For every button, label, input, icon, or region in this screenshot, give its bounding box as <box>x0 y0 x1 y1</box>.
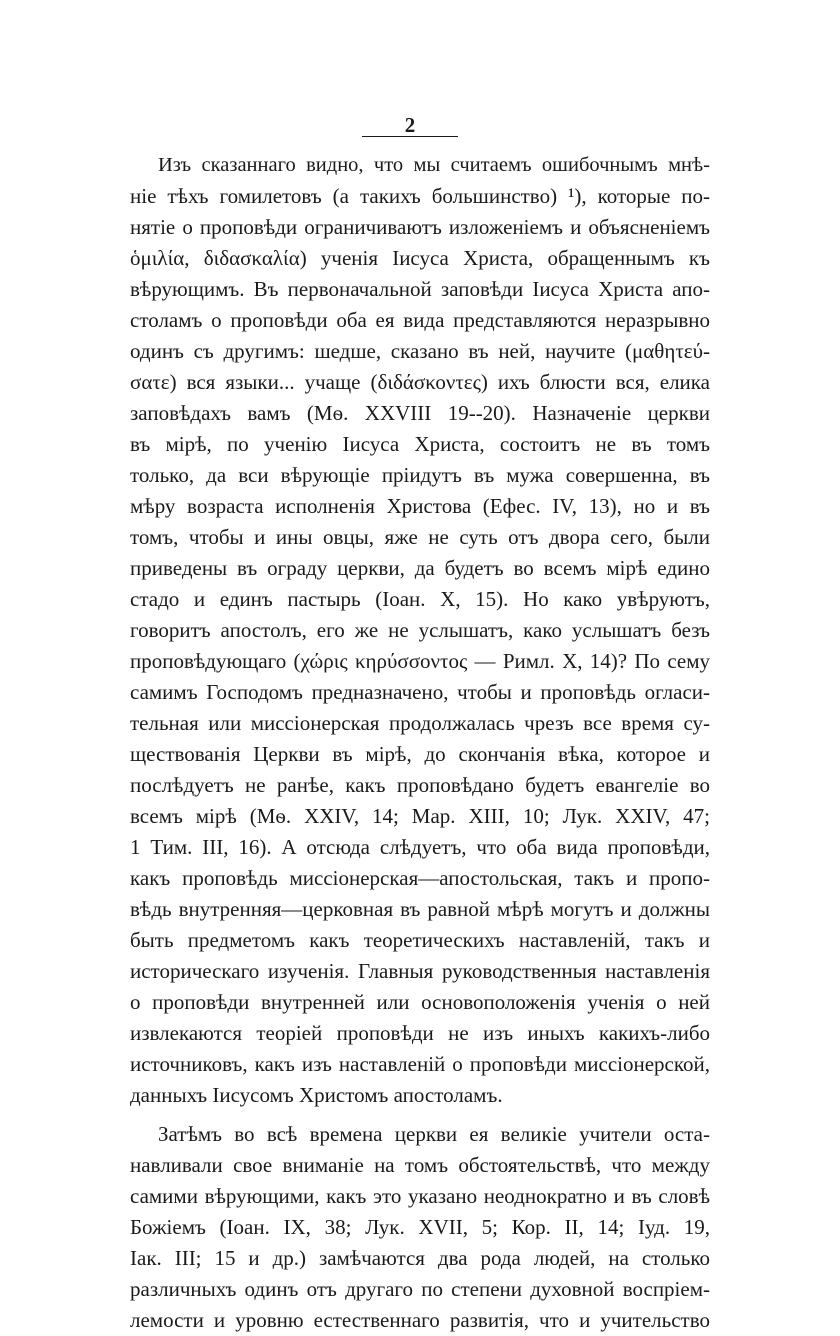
text-line: вѣдь внутренняя—церковная въ равной мѣрѣ могутъ и должны <box>130 897 710 921</box>
text-line: источниковъ, какъ изъ наставленій о проповѣди миссіонерской, <box>130 1052 710 1076</box>
text-line: 1 Тим. III, 16). А отсюда слѣдуетъ, что оба вида проповѣди, <box>130 835 710 859</box>
text-line: говоритъ апостолъ, его же не услышатъ, како услышатъ безъ <box>130 618 710 642</box>
text-line: вѣрующимъ. Въ первоначальной заповѣди Іисуса Христа апо- <box>130 277 710 301</box>
text-line: σατε) вся языки... учаще (διδάσκοντες) ихъ блюсти вся, елика <box>130 370 710 394</box>
paragraph <box>130 150 710 1111</box>
text-line: извлекаются теоріей проповѣди не изъ иныхъ какихъ-либо <box>130 1021 710 1045</box>
text-line: историческаго изученія. Главныя руководственныя наставленія <box>130 959 710 983</box>
text-line: Іак. III; 15 и др.) замѣчаются два рода людей, на столько <box>130 1246 710 1270</box>
text-line: заповѣдахъ вамъ (Мѳ. XXVIII 19--20). Назначеніе церкви <box>130 401 710 425</box>
text-line: какъ проповѣдь миссіонерская—апостольская, такъ и пропо- <box>130 866 710 890</box>
text-line: ніе тѣхъ гомилетовъ (а такихъ большинство) ¹), которые по- <box>130 184 710 208</box>
text-line: различныхъ одинъ отъ другаго по степени духовной воспріем- <box>130 1277 710 1301</box>
text-line: ществованія Церкви въ мірѣ, до скончанія вѣка, которое и <box>130 742 710 766</box>
text-line: навливали свое вниманіе на томъ обстоятельствѣ, что между <box>130 1153 710 1177</box>
text-line: лемости и уровню естественнаго развитія, что и учительство <box>130 1308 710 1332</box>
text-line: самими вѣрующими, какъ это указано неоднократно и въ словѣ <box>130 1184 710 1208</box>
text-line: нятіе о проповѣди ограничиваютъ изложеніемъ и объясненіемъ <box>130 215 710 239</box>
text-line: столамъ о проповѣди оба ея вида представляются неразрывно <box>130 308 710 332</box>
body-text <box>130 150 710 1336</box>
paragraph <box>130 1119 710 1336</box>
text-line: мѣру возраста исполненія Христова (Ефес. IV, 13), но и въ <box>130 494 710 518</box>
text-line: только, да вси вѣрующіе пріидутъ въ мужа совершенна, въ <box>130 463 710 487</box>
text-line: проповѣдующаго (χώρις κηρύσσοντος — Римл. X, 14)? По сему <box>130 649 710 673</box>
text-line: въ мірѣ, по ученію Іисуса Христа, состоитъ не въ томъ <box>130 432 710 456</box>
text-line: одинъ съ другимъ: шедше, сказано въ ней, научите (μαθητεύ- <box>130 339 710 363</box>
text-line: самимъ Господомъ предназначено, чтобы и проповѣдь огласи- <box>130 680 710 704</box>
text-line: всемъ мірѣ (Мѳ. XXIV, 14; Мар. XIII, 10; Лук. XXIV, 47; <box>130 804 710 828</box>
text-line: ὁμιλία, διδασκαλία) ученія Іисуса Христа, обращеннымъ къ <box>130 246 710 270</box>
paragraph-gap <box>130 1111 710 1119</box>
text-line: стадо и единъ пастырь (Іоан. X, 15). Но како увѣруютъ, <box>130 587 710 611</box>
text-line: Изъ сказаннаго видно, что мы считаемъ ошибочнымъ мнѣ- <box>158 154 710 176</box>
text-line: Божіемъ (Іоан. IX, 38; Лук. XVII, 5; Кор. II, 14; Іуд. 19, <box>130 1215 710 1239</box>
text-line: томъ, чтобы и ины овцы, яже не суть отъ двора сего, были <box>130 525 710 549</box>
text-line: приведены въ ограду церкви, да будетъ во всемъ мірѣ едино <box>130 556 710 580</box>
text-line: о проповѣди внутренней или основоположенія ученія о ней <box>130 990 710 1014</box>
text-line: быть предметомъ какъ теоретическихъ наставленій, такъ и <box>130 928 710 952</box>
text-line: послѣдуетъ не ранѣе, какъ проповѣдано будетъ евангеліе во <box>130 773 710 797</box>
page-number: 2 <box>404 113 416 137</box>
text-line: данныхъ Іисусомъ Христомъ апостоламъ. <box>130 1083 503 1107</box>
text-line: тельная или миссіонерская продолжалась чрезъ все время су- <box>130 711 710 735</box>
page-number-rule <box>362 136 458 137</box>
text-line: Затѣмъ во всѣ времена церкви ея великіе учители оста- <box>158 1122 710 1146</box>
